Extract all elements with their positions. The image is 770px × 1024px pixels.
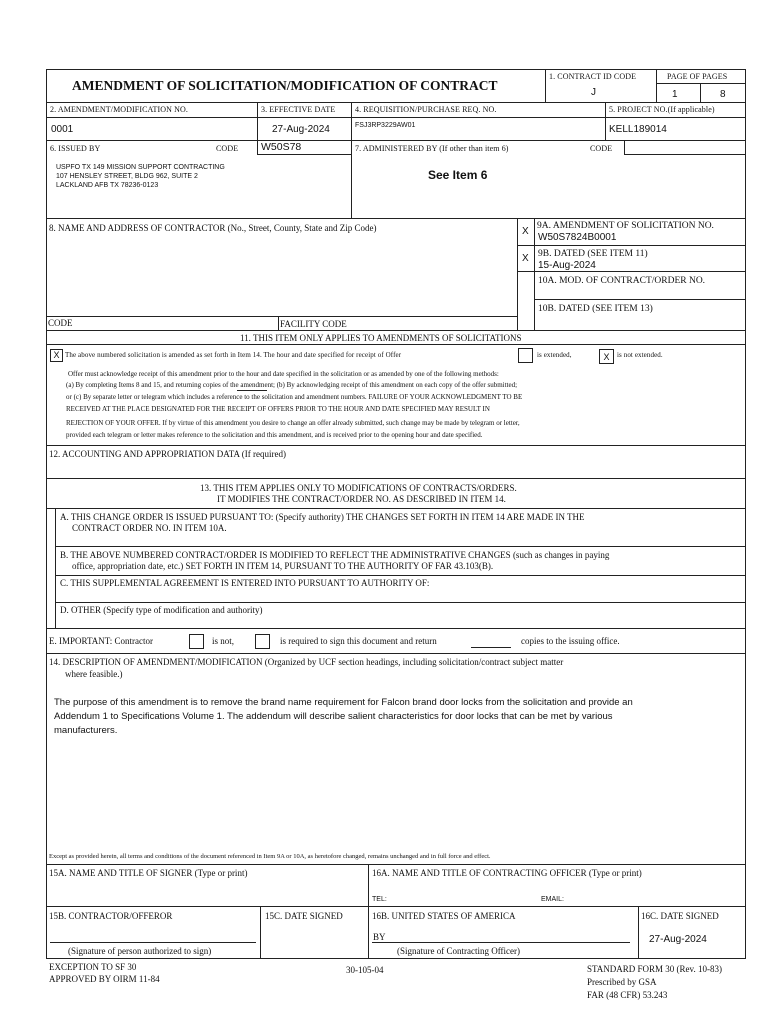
footer-standard-form: STANDARD FORM 30 (Rev. 10-83) — [587, 964, 722, 974]
item9b-mark: X — [522, 253, 529, 264]
item16b-by: BY — [373, 932, 386, 942]
item10b-label: 10B. DATED (SEE ITEM 13) — [538, 304, 653, 314]
contract-id-code-box — [546, 69, 657, 102]
issued-by-label: 6. ISSUED BY — [50, 144, 101, 153]
form-title-text: AMENDMENT OF SOLICITATION/MODIFICATION OF CONTRACT — [72, 78, 498, 93]
item13-d-label: D. OTHER (Specify type of modification and authority) — [60, 605, 263, 615]
item13-a-line2: CONTRACT ORDER NO. IN ITEM 10A. — [72, 523, 227, 533]
item13-c-label: C. THIS SUPPLEMENTAL AGREEMENT IS ENTERED INTO PURSUANT TO AUTHORITY OF: — [60, 578, 430, 588]
item14-text-2: Addendum 1 to Specifications Volume 1. The addendum will describe salient characteristics for door locks that can be met by various — [54, 711, 613, 722]
issued-by-code-value: W50S78 — [261, 141, 302, 153]
item16a-tel: TEL: — [372, 896, 387, 903]
item11-not-extended-checkbox[interactable]: X — [599, 349, 614, 364]
contractor-code-label: CODE — [48, 318, 73, 328]
administered-by-value: See Item 6 — [428, 168, 488, 182]
item-e-required-checkbox[interactable] — [255, 634, 270, 649]
item11-not-extended-label: is not extended. — [617, 351, 663, 359]
item11-extended-label: is extended, — [537, 351, 572, 359]
item9a-mark: X — [522, 226, 529, 237]
issued-by-address-2: 107 HENSLEY STREET, BLDG 962, SUITE 2 — [56, 173, 198, 180]
item-e-is-not-checkbox[interactable] — [189, 634, 204, 649]
footer-form-number: 30-105-04 — [346, 965, 384, 975]
item9b-label: 9B. DATED (SEE ITEM 11) — [538, 249, 648, 259]
item10a-label: 10A. MOD. OF CONTRACT/ORDER NO. — [538, 276, 706, 286]
page-of-pages-label: PAGE OF PAGES — [667, 72, 728, 81]
item15b-label: 15B. CONTRACTOR/OFFEROR — [49, 911, 173, 921]
effective-date-value: 27-Aug-2024 — [272, 124, 330, 135]
item11-line1: The above numbered solicitation is amended as set forth in Item 14. The hour and date specified for receipt of Offer — [65, 351, 402, 359]
project-no-label: 5. PROJECT NO.(If applicable) — [609, 105, 715, 114]
facility-code-label: FACILITY CODE — [280, 319, 347, 329]
item11-para-3: or (c) By separate letter or telegram which includes a reference to the solicitation and amendment numbers. FAILURE OF YOUR ACKNOWLEDGMENT TO BE — [66, 393, 523, 401]
item-e-required-label: is required to sign this document and return — [280, 636, 437, 646]
item14-label-1: 14. DESCRIPTION OF AMENDMENT/MODIFICATION (Organized by UCF section headings, including solicitation/contract subject matter — [49, 657, 564, 667]
footer-prescribed: Prescribed by GSA — [587, 977, 657, 987]
page-total: 8 — [720, 89, 726, 100]
item16c-value: 27-Aug-2024 — [649, 934, 707, 945]
administered-by-code-label: CODE — [590, 144, 613, 153]
footer-far: FAR (48 CFR) 53.243 — [587, 990, 668, 1000]
item11-para-1: Offer must acknowledge receipt of this amendment prior to the hour and date specified in the solicitation or as amended by one of the following methods: — [68, 370, 499, 378]
item13-b-line1: B. THE ABOVE NUMBERED CONTRACT/ORDER IS MODIFIED TO REFLECT THE ADMINISTRATIVE CHANGES (such as changes in paying — [60, 550, 610, 560]
contract-id-code-label: 1. CONTRACT ID CODE — [549, 72, 637, 81]
form-title — [46, 69, 546, 102]
item13-header-2: IT MODIFIES THE CONTRACT/ORDER NO. AS DESCRIBED IN ITEM 14. — [217, 494, 506, 504]
item-e-label: E. IMPORTANT: Contractor — [49, 636, 154, 646]
item11-amended-checkbox[interactable]: X — [50, 349, 63, 362]
page-of-pages-box — [657, 69, 746, 102]
requisition-value: FSJ3RP3229AW01 — [355, 122, 416, 129]
item-e-is-not-label: is not, — [212, 636, 235, 646]
item14-text-3: manufacturers. — [54, 725, 118, 736]
footer-exception: EXCEPTION TO SF 30 — [49, 962, 137, 972]
item-e-copies-label: copies to the issuing office. — [521, 636, 620, 646]
item11-para-6: provided each telegram or letter makes reference to the solicitation and this amendment, and is received prior to the opening hour and date specified. — [66, 431, 483, 439]
item11-para-2: (a) By completing Items 8 and 15, and returning copies of the amendment; (b) By acknowledging receipt of this amendment on each copy of the offer submitted; — [66, 381, 518, 389]
item11-header: 11. THIS ITEM ONLY APPLIES TO AMENDMENTS OF SOLICITATIONS — [240, 333, 522, 343]
item11-para-5: REJECTION OF YOUR OFFER. If by virtue of this amendment you desire to change an offer already submitted, such change may be made by telegram or letter, — [66, 419, 520, 427]
amendment-no-label: 2. AMENDMENT/MODIFICATION NO. — [50, 105, 189, 114]
project-no-value: KELL189014 — [609, 124, 667, 135]
item14-footer: Except as provided herein, all terms and conditions of the document referenced in Item 9A or 10A, as heretofore changed, remains unchanged and in full force and effect. — [49, 853, 491, 860]
item11-para-4: RECEIVED AT THE PLACE DESIGNATED FOR THE RECEIPT OF OFFERS PRIOR TO THE HOUR AND DATE SPECIFIED MAY RESULT IN — [66, 405, 490, 413]
item13-b-line2: office, appropriation date, etc.) SET FORTH IN ITEM 14, PURSUANT TO THE AUTHORITY OF FAR 43.103(B). — [72, 561, 494, 571]
administered-by-label: 7. ADMINISTERED BY (If other than item 6) — [355, 144, 509, 153]
requisition-label: 4. REQUISITION/PURCHASE REQ. NO. — [355, 105, 497, 114]
item16a-label: 16A. NAME AND TITLE OF CONTRACTING OFFICER (Type or print) — [372, 868, 642, 878]
item14-label-2: where feasible.) — [65, 669, 123, 679]
issued-by-code-label: CODE — [216, 144, 239, 153]
footer-approved: APPROVED BY OIRM 11-84 — [49, 974, 160, 984]
item16b-label: 16B. UNITED STATES OF AMERICA — [372, 911, 516, 921]
item15a-label: 15A. NAME AND TITLE OF SIGNER (Type or print) — [49, 868, 248, 878]
contractor-label: 8. NAME AND ADDRESS OF CONTRACTOR (No., Street, County, State and Zip Code) — [49, 223, 377, 233]
item9b-value: 15-Aug-2024 — [538, 260, 596, 271]
item15c-label: 15C. DATE SIGNED — [265, 911, 343, 921]
effective-date-label: 3. EFFECTIVE DATE — [261, 105, 336, 114]
issued-by-address-3: LACKLAND AFB TX 78236-0123 — [56, 182, 159, 189]
amendment-no-value: 0001 — [51, 124, 74, 135]
item14-text-1: The purpose of this amendment is to remove the brand name requirement for Falcon brand door locks from the solicitation and provide an — [54, 697, 633, 708]
item13-a-line1: A. THIS CHANGE ORDER IS ISSUED PURSUANT TO: (Specify authority) THE CHANGES SET FORTH IN ITEM 14 ARE MADE IN THE — [60, 512, 585, 522]
issued-by-address-1: USPFO TX 149 MISSION SUPPORT CONTRACTING — [56, 164, 225, 171]
item9a-value: W50S7824B0001 — [538, 232, 617, 243]
contract-id-code-value: J — [591, 87, 596, 98]
item16b-signature-caption: (Signature of Contracting Officer) — [397, 946, 521, 956]
item9a-label: 9A. AMENDMENT OF SOLICITATION NO. — [537, 221, 714, 231]
item16c-label: 16C. DATE SIGNED — [641, 911, 719, 921]
page-number: 1 — [672, 89, 678, 100]
item15b-signature-caption: (Signature of person authorized to sign) — [68, 946, 212, 956]
item11-extended-checkbox[interactable] — [518, 348, 533, 363]
item13-header-1: 13. THIS ITEM APPLIES ONLY TO MODIFICATIONS OF CONTRACTS/ORDERS. — [200, 483, 517, 493]
item12-label: 12. ACCOUNTING AND APPROPRIATION DATA (If required) — [49, 449, 287, 459]
item16a-email: EMAIL: — [541, 896, 564, 903]
